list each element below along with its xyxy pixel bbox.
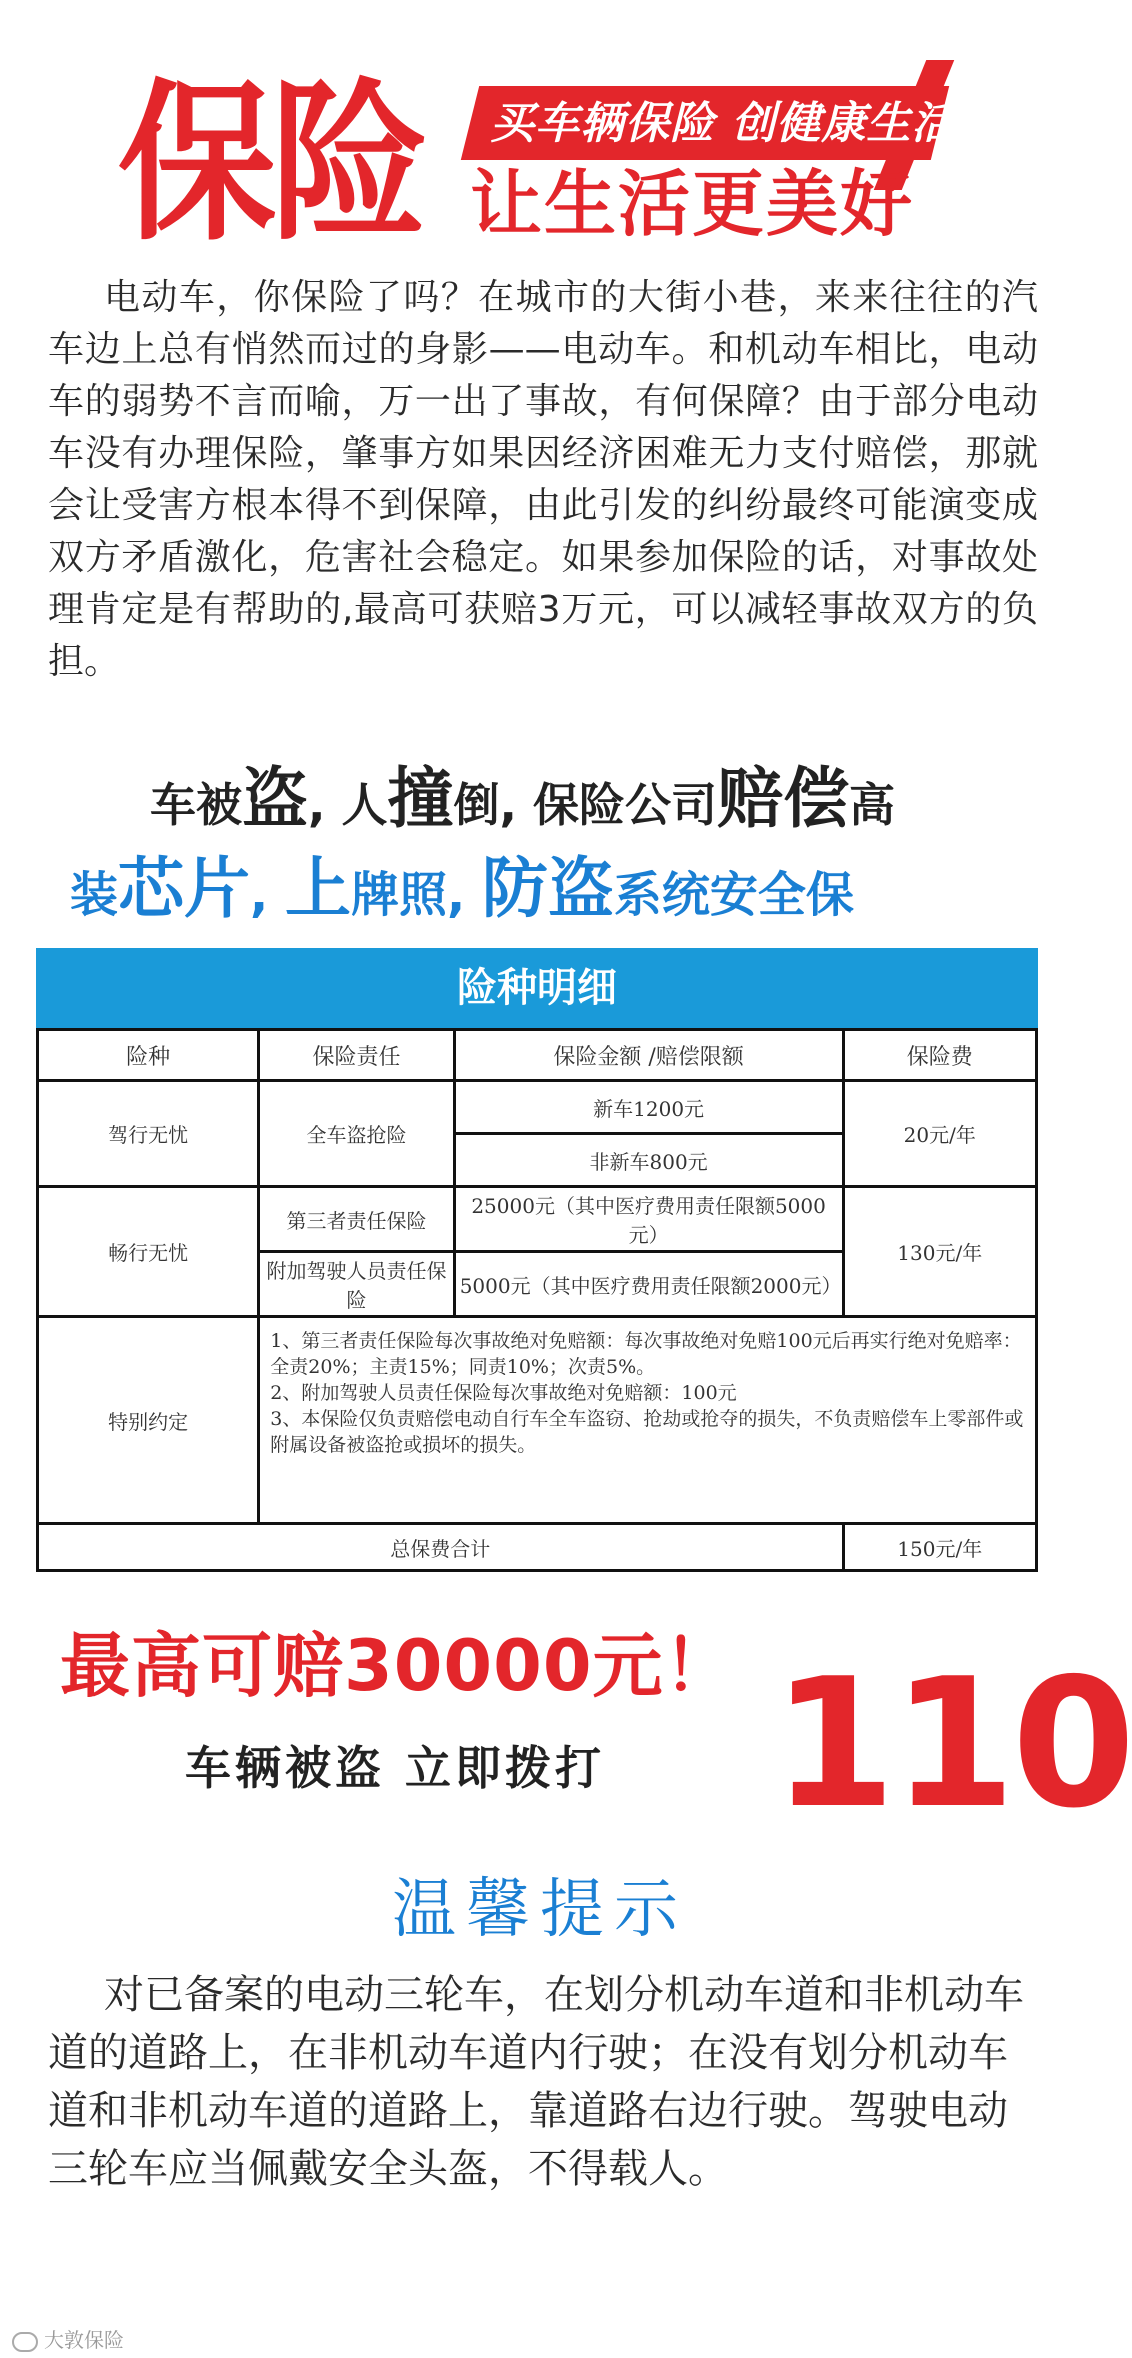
amount-cell: 5000元（其中医疗费用责任限额2000元） [454, 1252, 843, 1317]
fee-cell: 130元/年 [843, 1187, 1036, 1317]
police-number: 110 [772, 1640, 1132, 1847]
slogan-part: 倒, 保险公司 [453, 778, 717, 832]
table-row [38, 1081, 1037, 1134]
slogan-part: , 人 [308, 778, 388, 832]
special-terms-cell [259, 1317, 1037, 1524]
slogan-line-chip [70, 835, 854, 930]
insurance-table [36, 1028, 1038, 1572]
slogan-part: 装 [70, 867, 119, 923]
table-row [38, 1317, 1037, 1524]
slogan-part: 高 [849, 778, 895, 832]
sub-title: 让生活更美好 [470, 162, 915, 246]
total-label-cell: 总保费合计 [38, 1524, 844, 1571]
amount-cell: 非新车800元 [454, 1134, 843, 1187]
total-fee-cell: 150元/年 [843, 1524, 1036, 1571]
insurance-table-section [36, 948, 1038, 1572]
slogan-part: 系统安全保 [613, 867, 854, 923]
slogan-text: 买车辆保险 创健康生活 [490, 98, 957, 149]
slogan-emphasis: 盗 [242, 760, 308, 837]
slogan-emphasis: 芯片 [118, 850, 251, 927]
amount-cell: 新车1200元 [454, 1081, 843, 1134]
type-cell: 特别约定 [38, 1317, 259, 1524]
slogan-emphasis: 撞 [387, 760, 454, 837]
slogan-part: , [250, 867, 285, 923]
slogan-part: 车被 [150, 778, 242, 832]
slogan-part: 牌照, [350, 867, 482, 923]
slogan-emphasis: 防盗 [481, 850, 614, 927]
table-total-row [38, 1524, 1037, 1571]
slogan-line-theft [150, 745, 895, 840]
special-term: 1、第三者责任保险每次事故绝对免赔额：每次事故绝对免赔100元后再实行绝对免赔率：全责20%；主责15%；同责10%；次责5%。 [270, 1330, 1022, 1378]
amount-cell: 25000元（其中医疗费用责任限额5000元） [454, 1187, 843, 1252]
slogan-emphasis: 上 [284, 850, 351, 927]
tips-body: 对已备案的电动三轮车，在划分机动车道和非机动车道的道路上，在非机动车道内行驶；在没有划分机动车道和非机动车道的道路上，靠道路右边行驶。驾驶电动三轮车应当佩戴安全头盔，不得载人。 [48, 1972, 1024, 2192]
type-cell: 畅行无忧 [38, 1187, 259, 1317]
poster-header [0, 0, 1080, 264]
big-title: 保险 [118, 63, 424, 264]
header-cell: 保险费 [843, 1030, 1036, 1081]
special-term: 3、本保险仅负责赔偿电动自行车全车盗窃、抢劫或抢夺的损失，不负责赔偿车上零部件或附属设备被盗抢或损坏的损失。 [270, 1408, 1024, 1456]
table-header-row [38, 1030, 1037, 1081]
fee-cell: 20元/年 [843, 1081, 1036, 1187]
watermark-text: 大敦保险 [44, 2328, 124, 2352]
watermark [12, 2324, 124, 2353]
max-compensation-text: 最高可赔30000元！ [60, 1625, 735, 1707]
duty-cell: 附加驾驶人员责任保险 [259, 1252, 454, 1317]
special-term: 2、附加驾驶人员责任保险每次事故绝对免赔额：100元 [270, 1382, 737, 1404]
header-cell: 保险金额 /赔偿限额 [454, 1030, 843, 1081]
duty-cell: 第三者责任保险 [259, 1187, 454, 1252]
table-row [38, 1187, 1037, 1252]
stolen-call-text: 车辆被盗 立即拨打 [185, 1741, 606, 1795]
watermark-logo-icon [12, 2332, 38, 2352]
table-title: 险种明细 [36, 948, 1038, 1028]
duty-cell: 全车盗抢险 [259, 1081, 454, 1187]
header-cell: 险种 [38, 1030, 259, 1081]
slogan-emphasis: 赔偿 [717, 760, 849, 837]
tips-title: 温馨提示 [392, 1873, 688, 1947]
intro-paragraph: 电动车，你保险了吗？在城市的大街小巷，来来往往的汽车边上总有悄然而过的身影——电动车。和机动车相比，电动车的弱势不言而喻，万一出了事故，有何保障？由于部分电动车没有办理保险，肇事方如果因经济困难无力支付赔偿，那就会让受害方根本得不到保障，由此引发的纠纷最终可能演变成双方矛盾激化，危害社会稳定。如果参加保险的话，对事故处理肯定是有帮助的,最高可获赔3万元，可以减轻事故双方的负担。 [48, 277, 1038, 682]
header-cell: 保险责任 [259, 1030, 454, 1081]
type-cell: 驾行无忧 [38, 1081, 259, 1187]
